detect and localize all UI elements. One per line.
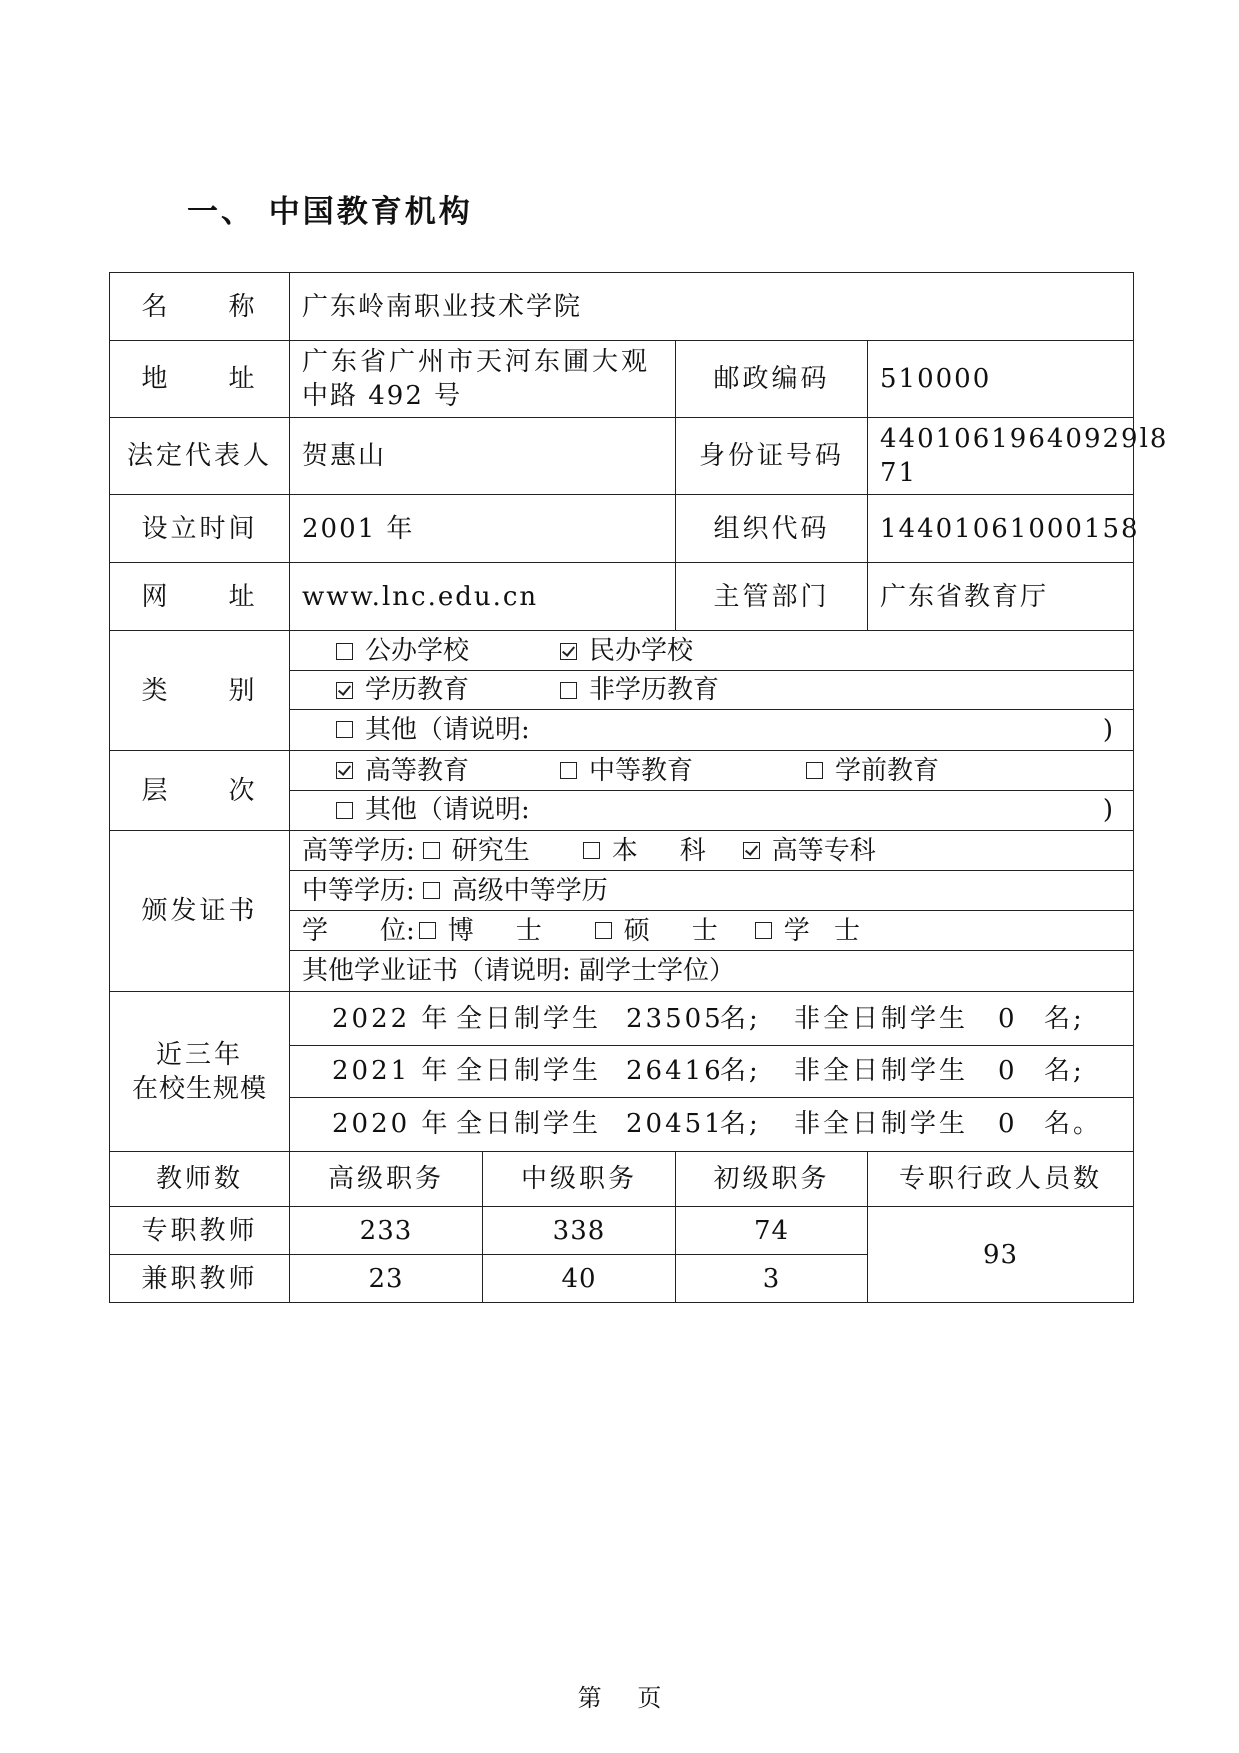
category-private-option[interactable] [560,634,693,668]
cert-senior-secondary-label: 高级中等学历 [451,875,608,906]
teacher-parttime-senior: 23 [290,1255,483,1303]
level-other-close: ) [1102,795,1114,825]
level-line-other [290,791,1133,830]
admin-staff-count: 93 [868,1207,1134,1303]
id-number-line2: 71 [880,458,918,488]
cert-bachelor-degree-checkbox[interactable] [755,922,772,939]
enrollment-year: 2021 年 [332,1056,451,1086]
cert-associate-checkbox[interactable] [743,842,760,859]
cert-senior-secondary-checkbox[interactable] [423,882,440,899]
level-secondary-checkbox[interactable] [560,762,577,779]
category-degree-checkbox[interactable] [336,682,353,699]
category-other-option[interactable] [336,713,530,747]
level-preschool-checkbox[interactable] [806,762,823,779]
teacher-header-middle: 中级职务 [483,1152,676,1207]
enrollment-label-line1: 近三年 [155,1039,243,1070]
unit-label: 名; [1044,1004,1085,1034]
cert-secondary-label: 中等学历: [302,875,415,906]
unit-label: 名; [720,1056,761,1086]
level-other-checkbox[interactable] [336,802,353,819]
unit-label: 名。 [1044,1108,1103,1139]
level-other-label: 其他（请说明: [365,795,530,825]
cert-line-higher [290,831,1133,871]
teacher-header-junior: 初级职务 [676,1152,868,1207]
category-label: 类 别 [110,631,290,751]
org-code-label: 组织代码 [676,495,868,563]
category-non-degree-label: 非学历教育 [589,675,720,705]
teacher-header-admin: 专职行政人员数 [868,1152,1134,1207]
cert-bachelor-degree-label: 学 士 [783,915,869,946]
certificates-options [290,831,1134,992]
teacher-parttime-junior: 3 [676,1255,868,1303]
row-certificates [110,831,1134,992]
website-label: 网 址 [110,563,290,631]
row-enrollment [110,992,1134,1152]
certificates-label: 颁发证书 [110,831,290,992]
enrollment-values [290,992,1134,1152]
row-level [110,751,1134,831]
teacher-header-count: 教师数 [110,1152,290,1207]
enrollment-year: 2020 年 [332,1108,451,1139]
teacher-parttime-label: 兼职教师 [110,1255,290,1303]
footer-page-prefix: 第 [577,1684,602,1712]
level-other-option[interactable] [336,793,530,827]
category-private-checkbox[interactable] [560,643,577,660]
row-legal-rep [110,418,1134,495]
legal-rep-label: 法定代表人 [110,418,290,495]
cert-bachelor-label: 本 科 [611,835,714,866]
authority-label: 主管部门 [676,563,868,631]
established-value: 2001 年 [290,495,676,563]
category-non-degree-checkbox[interactable] [560,682,577,699]
full-time-label: 全日制学生 [456,1056,602,1086]
address-value [290,341,676,418]
cert-line-other [290,951,1133,991]
cert-bachelor-option[interactable] [583,834,743,868]
full-time-count: 20451 [626,1108,724,1139]
enrollment-label-line2: 在校生规模 [131,1073,267,1104]
id-number-value [868,418,1169,495]
cert-master-checkbox[interactable] [595,922,612,939]
cert-degree-label: 学 位: [302,915,415,946]
category-non-degree-option[interactable] [560,673,719,707]
enrollment-row-2020 [290,1098,1133,1150]
category-other-label: 其他（请说明: [365,714,530,745]
org-code-value: 14401061000158 [868,495,1134,563]
full-time-count: 26416 [626,1056,724,1086]
category-degree-option[interactable] [336,673,560,707]
category-degree-label: 学历教育 [365,675,470,705]
row-address [110,341,1134,418]
row-name [110,273,1134,341]
unit-label: 名; [720,1108,761,1139]
unit-label: 名; [1044,1056,1085,1086]
cert-higher-label: 高等学历: [302,835,415,866]
cert-bachelor-checkbox[interactable] [583,842,600,859]
level-options [290,751,1134,831]
category-private-label: 民办学校 [589,636,694,666]
teacher-parttime-middle: 40 [483,1255,676,1303]
part-time-count: 0 [998,1108,1018,1139]
level-preschool-label: 学前教育 [835,755,940,786]
institution-form [109,272,1169,1303]
teacher-header-row [110,1152,1134,1207]
cert-master-label: 硕 士 [623,915,726,946]
teacher-fulltime-middle: 338 [483,1207,676,1255]
part-time-label: 非全日制学生 [794,1004,969,1034]
category-public-checkbox[interactable] [336,643,353,660]
page-footer [0,1678,1239,1713]
legal-rep-value: 贺惠山 [290,418,676,495]
category-other-checkbox[interactable] [336,721,353,738]
authority-value: 广东省教育厅 [868,563,1134,631]
enrollment-row-2021 [290,1046,1133,1098]
cert-other-text: 其他学业证书（请说明: 副学士学位） [302,956,736,986]
cert-postgrad-option[interactable] [423,834,583,868]
teacher-fulltime-label: 专职教师 [110,1207,290,1255]
level-secondary-option[interactable] [560,754,806,788]
level-higher-option[interactable] [336,754,560,788]
category-other-close: ) [1102,714,1114,745]
footer-page-suffix: 页 [637,1684,662,1712]
institution-table [109,272,1169,1303]
teacher-fulltime-junior: 74 [676,1207,868,1255]
teacher-header-senior: 高级职务 [290,1152,483,1207]
unit-label: 名; [720,1004,761,1034]
id-number-label: 身份证号码 [676,418,868,495]
postcode-value: 510000 [868,341,1134,418]
full-time-count: 23505 [626,1004,724,1034]
level-secondary-label: 中等教育 [589,755,694,786]
cert-master-option[interactable] [595,914,755,948]
established-label: 设立时间 [110,495,290,563]
cert-bachelor-degree-option[interactable] [755,914,868,948]
level-higher-label: 高等教育 [365,755,470,786]
category-options [290,631,1134,751]
enrollment-year: 2022 年 [332,1004,451,1034]
category-line-other [290,710,1133,749]
cert-associate-option[interactable] [743,834,876,868]
category-line-degree [290,671,1133,710]
cert-associate-label: 高等专科 [771,835,876,866]
category-public-option[interactable] [336,634,560,668]
part-time-count: 0 [998,1004,1018,1034]
part-time-label: 非全日制学生 [794,1108,969,1139]
row-established [110,495,1134,563]
category-line-ownership [290,632,1133,671]
address-line1: 广东省广州市天河东圃大观 [302,347,651,377]
category-public-label: 公办学校 [365,636,470,666]
cert-senior-secondary-option[interactable] [423,874,608,908]
id-number-line1: 44010619640929l8 [880,424,1169,454]
part-time-label: 非全日制学生 [794,1056,969,1086]
part-time-count: 0 [998,1056,1018,1086]
enrollment-label [110,992,290,1152]
section-title: 一、 中国教育机构 [187,194,473,230]
cert-postgrad-checkbox[interactable] [423,842,440,859]
row-website [110,563,1134,631]
level-preschool-option[interactable] [806,754,939,788]
postcode-label: 邮政编码 [676,341,868,418]
cert-doctor-option[interactable] [419,914,595,948]
teacher-row-fulltime [110,1207,1134,1255]
level-line-main [290,752,1133,791]
enrollment-row-2022 [290,994,1133,1046]
cert-line-degree [290,911,1133,951]
level-higher-checkbox[interactable] [336,762,353,779]
teacher-fulltime-senior: 233 [290,1207,483,1255]
row-category [110,631,1134,751]
cert-postgrad-label: 研究生 [451,835,530,866]
cert-line-secondary [290,871,1133,911]
address-line2: 中路 492 号 [302,381,463,411]
full-time-label: 全日制学生 [456,1004,602,1034]
full-time-label: 全日制学生 [456,1108,602,1139]
website-value: www.lnc.edu.cn [290,563,676,631]
level-label: 层 次 [110,751,290,831]
name-value: 广东岭南职业技术学院 [290,273,1134,341]
cert-doctor-label: 博 士 [447,915,550,946]
address-label: 地 址 [110,341,290,418]
cert-doctor-checkbox[interactable] [419,922,436,939]
name-label: 名 称 [110,273,290,341]
